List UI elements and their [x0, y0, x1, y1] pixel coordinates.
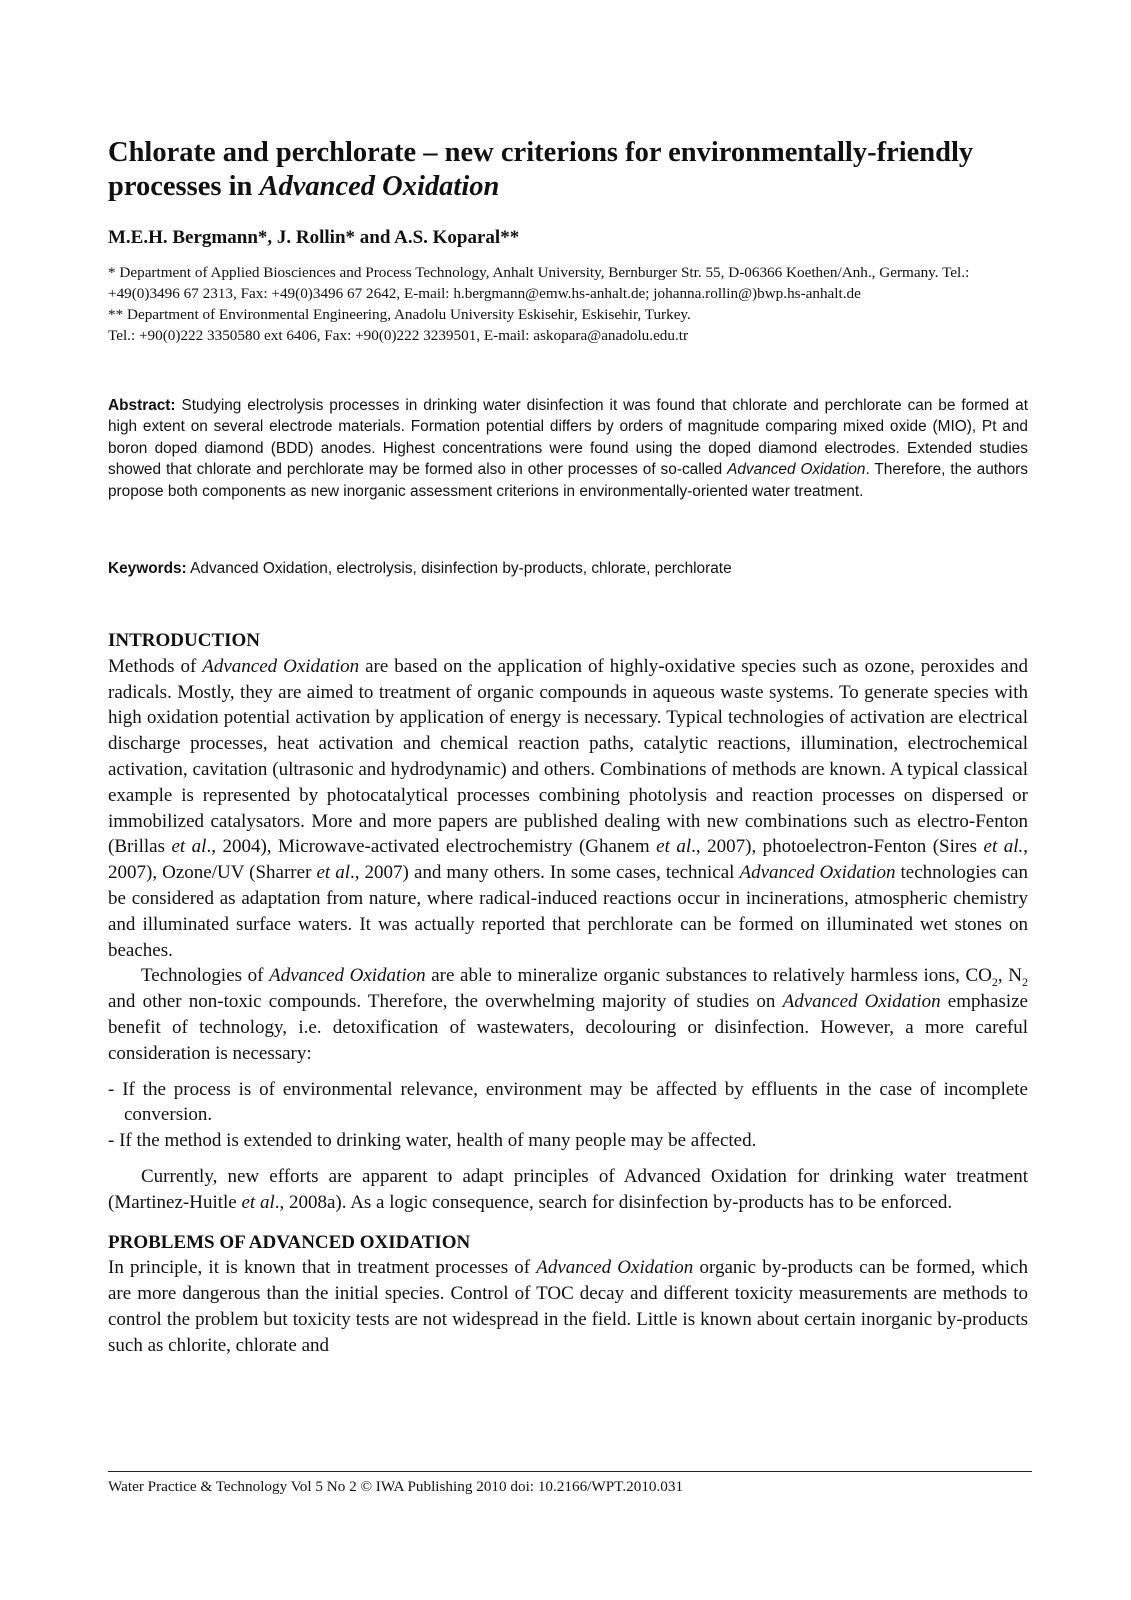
page-footer: Water Practice & Technology Vol 5 No 2 © IWA Publishing 2010 doi: 10.2166/WPT.2010.031 — [108, 1478, 684, 1495]
list-item: - If the process is of environmental relevance, environment may be affected by effluents in the case of incomplete conversion. — [108, 1078, 1028, 1126]
intro-paragraph-1: Methods of Advanced Oxidation are based on the application of highly-oxidative species such as ozone, peroxides and radicals. Mostly, they are aimed to treatment of organic compounds in aqueous waste systems. To generate species with high oxidation potential activation by application of energy is necessary. Typical technologies of activation are electrical discharge processes, heat activation and chemical reaction paths, catalytic reactions, illumination, electrochemical activation, cavitation (ultrasonic and hydrodynamic) and others. Combinations of methods are known. A typical classical example is represented by photocatalytical processes combining photolysis and reaction processes on dispersed or immobilized catalysators. More and more papers are published dealing with new combinations such as electro-Fenton (Brillas et al., 2004), Microwave-activated electrochemistry (Ghanem et al., 2007), photoelectron-Fenton (Sires et al., 2007), Ozone/UV (Sharrer et al., 2007) and many others. In some cases, technical Advanced Oxidation technologies can be considered as adaptation from nature, where radical-induced reactions occur in incinerations, atmospheric chemistry and illuminated surface waters. It was actually reported that perchlorate can be formed on illuminated wet stones on beaches. — [108, 655, 1029, 961]
paper-title — [108, 136, 1028, 204]
keywords-label: Keywords: — [108, 560, 187, 577]
abstract — [108, 395, 1028, 502]
section-heading-introduction: INTRODUCTION — [108, 630, 261, 651]
author-list: M.E.H. Bergmann*, J. Rollin* and A.S. Koparal** — [108, 227, 520, 248]
affiliation-2: ** Department of Environmental Engineering, Anadolu University Eskisehir, Eskisehir, Turkey. — [108, 306, 691, 323]
keywords-text: Advanced Oxidation, electrolysis, disinfection by-products, chlorate, perchlorate — [186, 560, 732, 577]
intro-paragraph-3: Currently, new efforts are apparent to adapt principles of Advanced Oxidation for drinking water treatment (Martinez-Huitle et al., 2008a). As a logic consequence, search for disinfection by-products has to be enforced. — [108, 1165, 1028, 1213]
abstract-italic: Advanced Oxidation — [727, 461, 866, 479]
abstract-text-end: . Therefore, the authors propose both components as new inorganic assessment criterions in environmentally-oriented water treatment. — [108, 461, 1028, 500]
problems-paragraph-1: In principle, it is known that in treatment processes of Advanced Oxidation organic by-products can be formed, which are more dangerous than the initial species. Control of TOC decay and different toxicity measurements are methods to control the problem but toxicity tests are not widespread in the field. Little is known about certain inorganic by-products such as chlorite, chlorate and — [108, 1257, 1028, 1356]
affiliations — [108, 262, 1028, 346]
affiliation-2-contact: Tel.: +90(0)222 3350580 ext 6406, Fax: +90(0)222 3239501, E-mail: askopara@anadolu.edu.tr — [108, 327, 689, 344]
body-text — [108, 628, 1028, 1359]
abstract-text: Studying electrolysis processes in drinking water disinfection it was found that chlorate and perchlorate can be formed at high extent on several electrode materials. Formation potential differs by orders of magnitude comparing mixed oxide (MIO), Pt and boron doped diamond (BDD) anodes. Highest concentrations were found using the doped diamond electrodes. Extended studies showed that chlorate and perchlorate may be formed also in other processes of so-called — [108, 397, 1028, 479]
title-italic: Advanced Oxidation — [259, 171, 500, 202]
abstract-label: Abstract: — [108, 397, 176, 414]
footer-divider — [108, 1471, 1032, 1472]
affiliation-1: * Department of Applied Biosciences and Process Technology, Anhalt University, Bernburger Str. 55, D-06366 Koethen/Anh., Germany. Tel.: +49(0)3496 67 2313, Fax: +49(0)3496 67 2642, E-mail: h.bergmann@emw.hs-anhalt.de; johanna.rollin@)bwp.hs-anhalt.de — [108, 264, 970, 302]
keywords — [108, 560, 1028, 578]
list-item: - If the method is extended to drinking water, health of many people may be affected. — [108, 1130, 757, 1152]
section-heading-problems: PROBLEMS OF ADVANCED OXIDATION — [108, 1231, 471, 1253]
consideration-list — [108, 1077, 1028, 1154]
title-text: Chlorate and perchlorate – new criterions for environmentally-friendly processes in — [108, 137, 974, 202]
intro-paragraph-2: Technologies of Advanced Oxidation are able to mineralize organic substances to relatively harmless ions, $CO_2$, $N_2$ and other non-toxic compounds. Therefore, the overwhelming majority of studies on Advanced Oxidation emphasize benefit of technology, i.e. detoxification of wastewaters, decolouring or disinfection. However, a more careful consideration is necessary: — [108, 965, 1028, 1064]
